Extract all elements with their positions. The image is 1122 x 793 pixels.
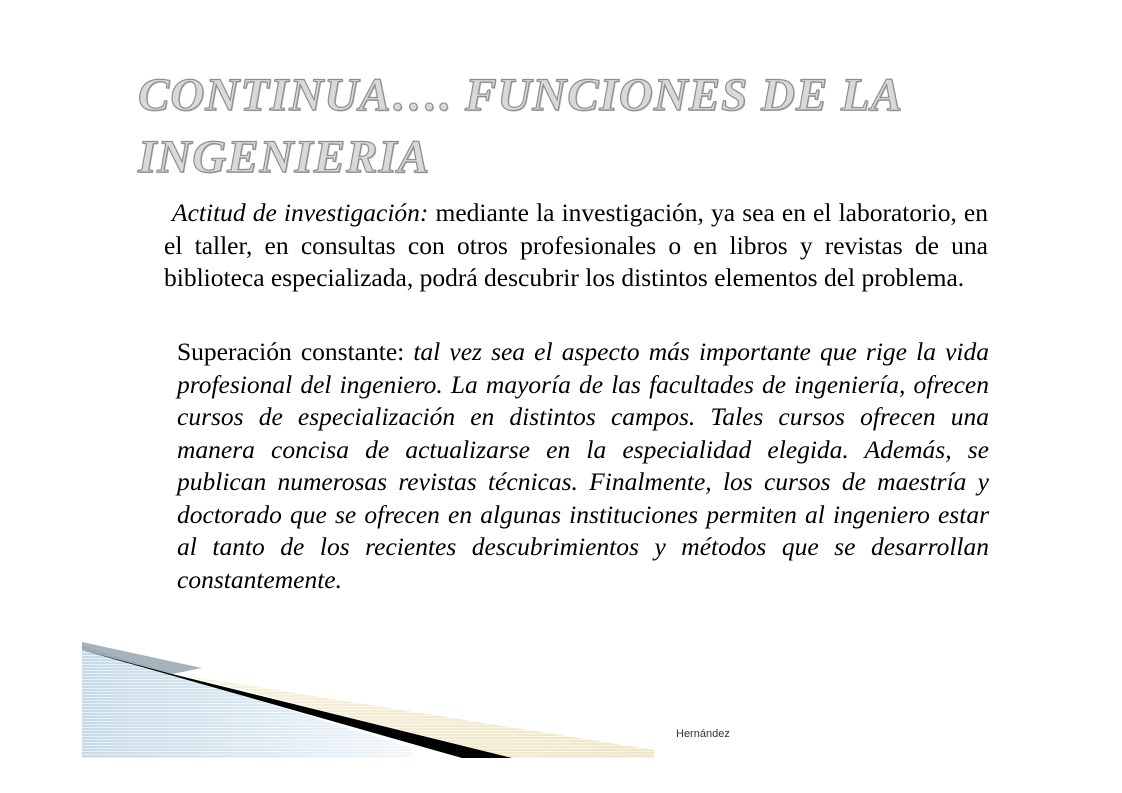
paragraph-research-attitude	[164, 197, 988, 295]
paragraph-1-body: mediante la investigación, ya sea en el laboratorio, en el taller, en consultas con otros profesionales o en libros y revistas de una biblioteca especializada, podrá descubrir los distintos elementos del problema.	[164, 198, 988, 292]
slide-title: CONTINUA…. FUNCIONES DE LA INGENIERIA	[138, 69, 901, 183]
paragraph-1-lead: Actitud de investigación:	[172, 198, 429, 227]
footer-author: Hernández	[676, 728, 730, 740]
paragraph-2-lead: Superación constante:	[177, 337, 414, 366]
decorative-footer-graphic	[82, 640, 654, 760]
paragraph-constant-improvement	[177, 336, 989, 596]
paragraph-2-body: tal vez sea el aspecto más importante que rige la vida profesional del ingeniero. La mayoría de las facultades de ingeniería, ofrecen cursos de especialización en distintos campos. Tales cursos ofrecen una manera concisa de actualizarse en la especialidad elegida. Además, se publican numerosas revistas técnicas. Finalmente, los cursos de maestría y doctorado que se ofrecen en algunas instituciones permiten al ingeniero estar al tanto de los recientes descubrimientos y métodos que se desarrollan constantemente.	[177, 337, 989, 594]
